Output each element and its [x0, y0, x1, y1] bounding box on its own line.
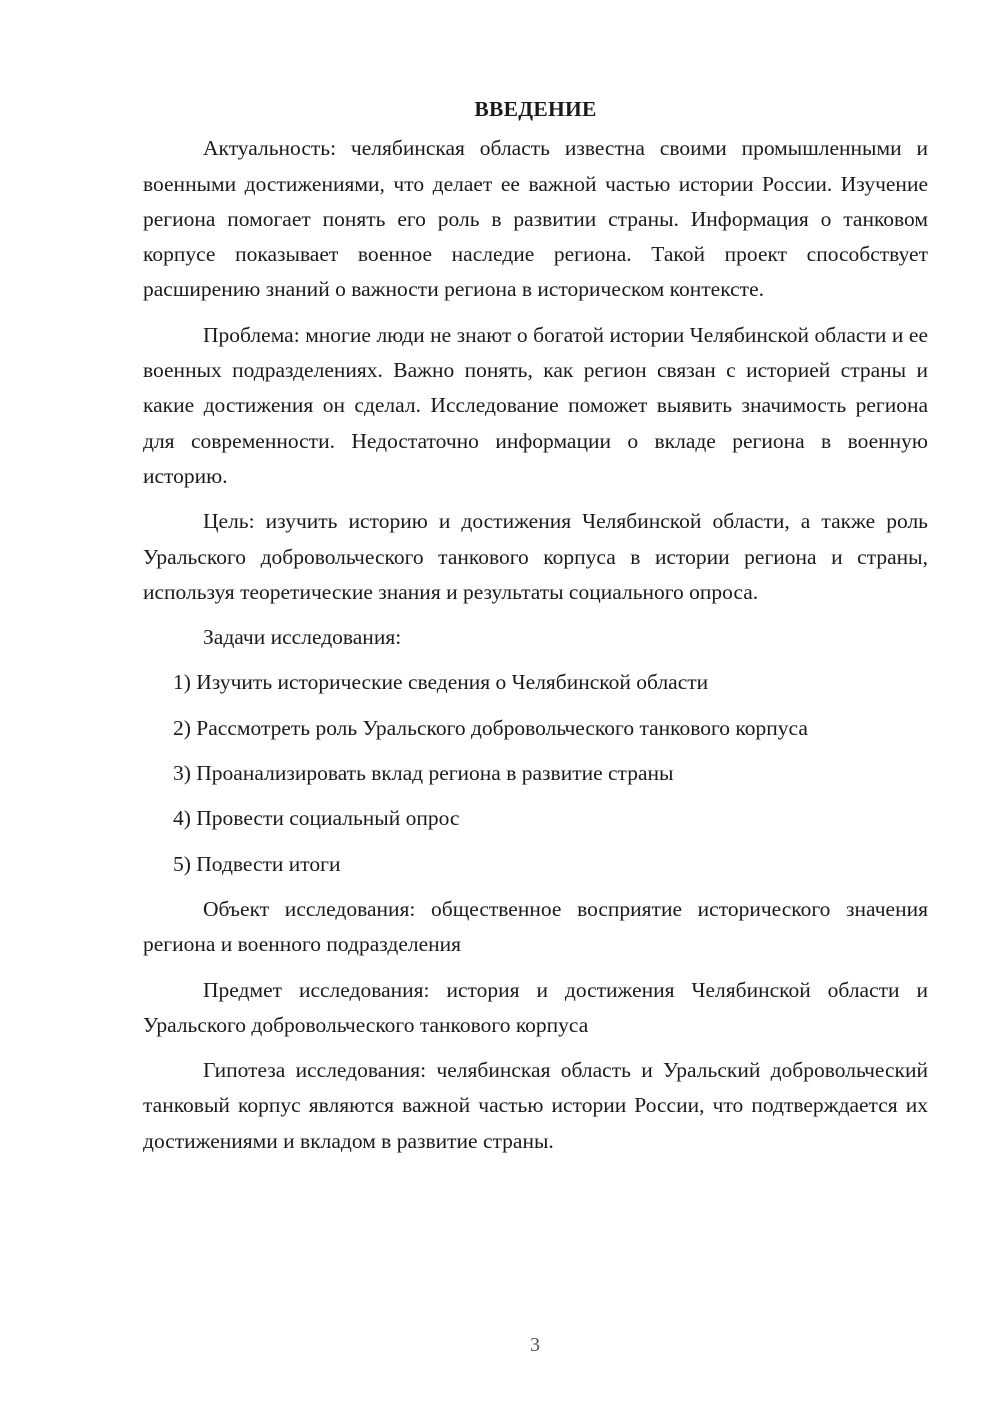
problem-paragraph: Проблема: многие люди не знают о богатой истории Челябинской области и ее военных подразделениях. Важно понять, как регион связан с историей страны и какие достижения он сделал. Исследование поможет выявить значимость региона для современности. Недостаточно информации о вкладе региона в военную историю. — [143, 322, 928, 488]
tasks-label: Задачи исследования: — [203, 625, 402, 650]
task-item: 3) Проанализировать вклад региона в развитие страны — [173, 761, 674, 786]
section-heading: ВВЕДЕНИЕ — [474, 97, 597, 121]
relevance-paragraph: Актуальность: челябинская область известна своими промышленными и военными достижениями, что делает ее важной частью истории России. Изучение региона помогает понять его роль в развитии страны. Информация о танковом корпусе показывает военное наследие региона. Такой проект способствует расширению знаний о важности региона в историческом контексте. — [143, 136, 928, 302]
object-paragraph: Объект исследования: общественное восприятие исторического значения региона и военного подразделения — [143, 896, 928, 957]
task-item: 5) Подвести итоги — [173, 851, 341, 876]
task-item: 2) Рассмотреть роль Уральского добровольческого танкового корпуса — [173, 715, 808, 740]
tasks-list — [143, 665, 928, 881]
task-item: 4) Провести социальный опрос — [173, 806, 460, 831]
page-content — [143, 92, 928, 1169]
subject-paragraph: Предмет исследования: история и достижения Челябинской области и Уральского добровольческого танкового корпуса — [143, 977, 928, 1037]
task-item: 1) Изучить исторические сведения о Челябинской области — [173, 670, 709, 695]
goal-paragraph: Цель: изучить историю и достижения Челябинской области, а также роль Уральского добровольческого танкового корпуса в истории региона и страны, используя теоретические знания и результаты социального опроса. — [143, 509, 928, 604]
page-number: 3 — [530, 1334, 540, 1356]
hypothesis-paragraph: Гипотеза исследования: челябинская область и Уральский добровольческий танковый корпус являются важной частью истории России, что подтверждается их достижениями и вкладом в развитие страны. — [143, 1058, 928, 1153]
